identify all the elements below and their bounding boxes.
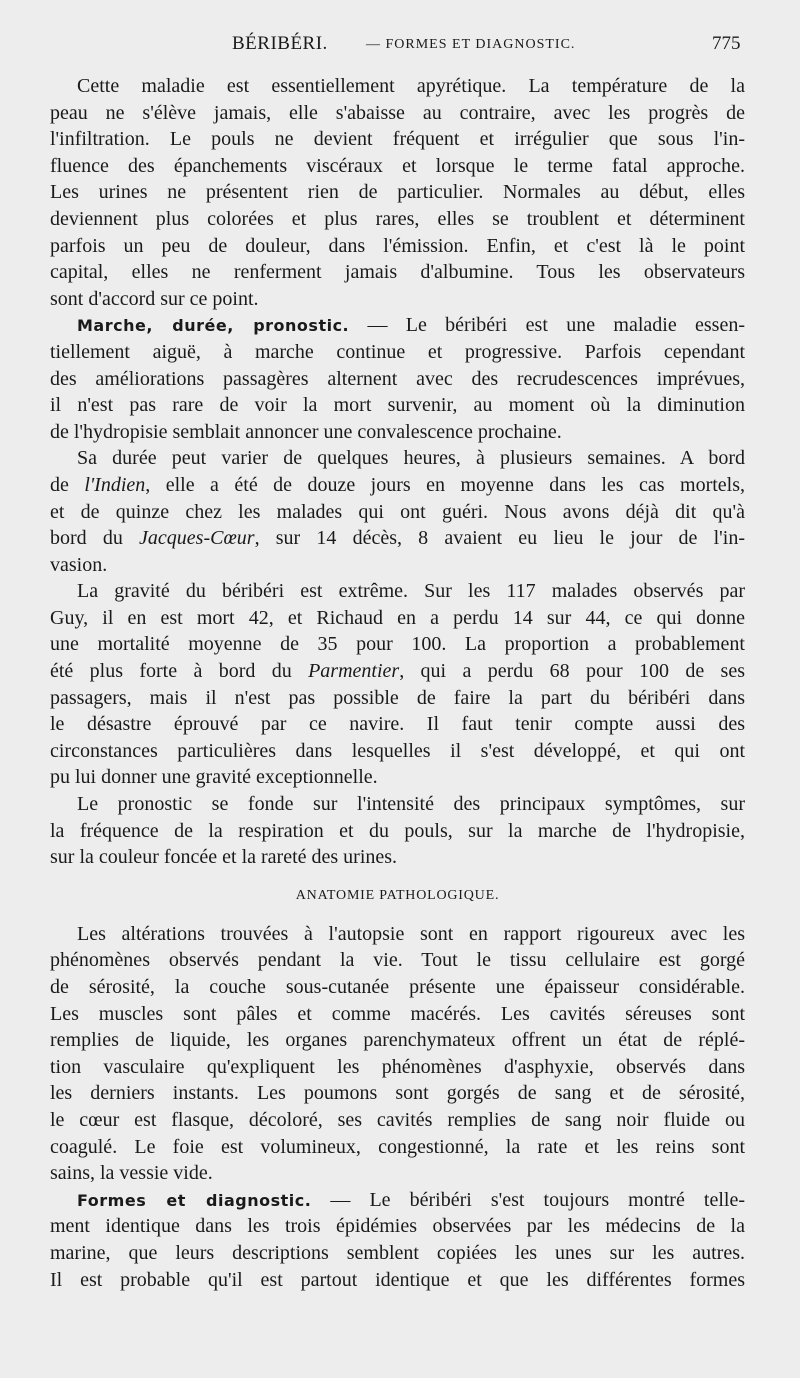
text-line bbox=[50, 1027, 745, 1054]
paragraph-lead: Formes et diagnostic. bbox=[77, 1190, 312, 1210]
line-text: deviennent plus colorées et plus rares, elles se troublent et déterminent bbox=[50, 207, 745, 230]
text-line bbox=[50, 1054, 745, 1081]
text-line bbox=[50, 419, 745, 446]
line-text: sont d'accord sur ce point. bbox=[50, 287, 259, 310]
text-line bbox=[50, 339, 745, 366]
line-text: parfois un peu de douleur, dans l'émission. Enfin, et c'est là le point bbox=[50, 234, 745, 257]
line-text: des améliorations passagères alternent avec des recrudescences imprévues, bbox=[50, 367, 745, 390]
line-text: Guy, il en est mort 42, et Richaud en a perdu 14 sur 44, ce qui donne bbox=[50, 606, 745, 629]
line-text: les derniers instants. Les poumons sont gorgés de sang et de sérosité, bbox=[50, 1082, 745, 1105]
line-prefix: été plus forte à bord du bbox=[50, 660, 309, 683]
text-line bbox=[50, 1001, 745, 1028]
text-line bbox=[50, 1107, 745, 1134]
text-line bbox=[50, 1213, 745, 1240]
text-line bbox=[50, 974, 745, 1001]
paragraph-lead: Marche, durée, pronostic. bbox=[77, 316, 350, 336]
page-number: 775 bbox=[712, 33, 741, 54]
text-line bbox=[50, 791, 745, 818]
text-line bbox=[50, 1134, 745, 1161]
line-text: Les urines ne présentent rien de particulier. Normales au début, elles bbox=[50, 181, 745, 204]
line-text: et de quinze chez les malades qui ont guéri. Nous avons déjà dit qu'à bbox=[50, 500, 745, 523]
line-text: La gravité du béribéri est extrême. Sur les 117 malades observés par bbox=[77, 580, 745, 603]
line-text: la fréquence de la respiration et du pouls, sur la marche de l'hydropisie, bbox=[50, 819, 745, 842]
text-line bbox=[50, 552, 745, 579]
line-text: le désastre éprouvé par ce navire. Il faut tenir compte aussi des bbox=[50, 713, 745, 736]
line-text: Les muscles sont pâles et comme macérés. Les cavités séreuses sont bbox=[50, 1002, 745, 1025]
text-line bbox=[50, 818, 745, 845]
line-prefix: bord du bbox=[50, 527, 140, 550]
line-text: passagers, mais il n'est pas possible de faire la part du béribéri dans bbox=[50, 686, 745, 709]
line-text: fluence des épanchements viscéraux et lorsque le terme fatal approche. bbox=[50, 154, 745, 177]
line-text: le cœur est flasque, décoloré, ses cavités remplies de sang noir fluide ou bbox=[50, 1108, 745, 1131]
line-text: marine, que leurs descriptions semblent copiées les unes sur les autres. bbox=[50, 1241, 745, 1264]
text-line bbox=[50, 126, 745, 153]
text-line bbox=[50, 738, 745, 765]
text-line bbox=[50, 844, 745, 871]
line-text: de sérosité, la couche sous-cutanée présente une épaisseur considérable. bbox=[50, 976, 745, 998]
line-text: vasion. bbox=[50, 553, 108, 576]
line-text: ment identique dans les trois épidémies observées par les médecins de la bbox=[50, 1215, 745, 1238]
text-line bbox=[50, 631, 745, 658]
line-text: Le pronostic se fonde sur l'intensité des principaux symptômes, sur bbox=[77, 793, 745, 816]
text-line bbox=[50, 658, 745, 685]
line-text: sains, la vessie vide. bbox=[50, 1162, 213, 1185]
text-line bbox=[50, 685, 745, 712]
ship-name: Parmentier bbox=[308, 660, 400, 683]
line-text: tion vasculaire qu'expliquent les phénomènes d'asphyxie, observés dans bbox=[50, 1055, 745, 1078]
line-text: une mortalité moyenne de 35 pour 100. La proportion a probablement bbox=[50, 633, 745, 656]
line-text: l'infiltration. Le pouls ne devient fréquent et irrégulier que sous l'in- bbox=[50, 128, 745, 151]
line-text: Il est probable qu'il est partout identique et que les différentes formes bbox=[50, 1268, 745, 1291]
text-line bbox=[50, 1240, 745, 1267]
text-line bbox=[50, 1160, 745, 1187]
text-line bbox=[50, 472, 745, 499]
line-text: , qui a perdu 68 pour 100 de ses bbox=[399, 660, 745, 683]
line-text: il n'est pas rare de voir la mort survenir, au moment où la diminution bbox=[50, 394, 745, 417]
text-line bbox=[50, 605, 745, 632]
running-subtitle: — FORMES ET DIAGNOSTIC. bbox=[366, 37, 576, 52]
line-prefix: de bbox=[50, 473, 85, 496]
line-text: tiellement aiguë, à marche continue et progressive. Parfois cependant bbox=[50, 340, 745, 363]
text-line bbox=[50, 711, 745, 738]
text-line bbox=[50, 947, 745, 974]
text-line bbox=[50, 366, 745, 393]
text-line bbox=[50, 100, 745, 127]
line-text: — Le béribéri est une maladie essen- bbox=[349, 314, 745, 337]
text-line bbox=[50, 764, 745, 791]
line-text: remplies de liquide, les organes parenchymateux offrent un état de réplé- bbox=[50, 1029, 745, 1052]
text-line bbox=[50, 578, 745, 605]
line-text: , elle a été de douze jours en moyenne dans les cas mortels, bbox=[145, 473, 745, 496]
section-heading: ANATOMIE PATHOLOGIQUE. bbox=[295, 887, 500, 903]
text-line bbox=[50, 73, 745, 100]
text-line bbox=[50, 1187, 745, 1214]
line-text: Sa durée peut varier de quelques heures, à plusieurs semaines. A bord bbox=[77, 447, 745, 470]
line-text: Les altérations trouvées à l'autopsie sont en rapport rigoureux avec les bbox=[77, 922, 745, 945]
line-text: de l'hydropisie semblait annoncer une convalescence prochaine. bbox=[50, 420, 562, 443]
line-text: capital, elles ne renferment jamais d'albumine. Tous les observateurs bbox=[50, 261, 745, 284]
text-line bbox=[50, 499, 745, 526]
line-text: — Le béribéri s'est toujours montré telle- bbox=[311, 1188, 745, 1211]
text-line bbox=[50, 233, 745, 260]
ship-name: l'Indien bbox=[84, 473, 146, 496]
line-text: coagulé. Le foie est volumineux, congestionné, la rate et les reins sont bbox=[50, 1135, 745, 1158]
text-line bbox=[50, 259, 745, 286]
text-line bbox=[50, 206, 745, 233]
text-line bbox=[50, 392, 745, 419]
line-text: pu lui donner une gravité exceptionnelle. bbox=[50, 766, 378, 789]
text-line bbox=[50, 312, 745, 339]
line-text: circonstances particulières dans lesquelles il s'est développé, et qui ont bbox=[50, 739, 745, 762]
line-text: , sur 14 décès, 8 avaient eu lieu le jour de l'in- bbox=[254, 527, 745, 550]
text-line bbox=[50, 921, 745, 948]
text-line bbox=[50, 286, 745, 313]
text-line bbox=[50, 179, 745, 206]
text-line bbox=[50, 525, 745, 552]
line-text: peau ne s'élève jamais, elle s'abaisse au contraire, avec les progrès de bbox=[50, 101, 745, 124]
page-body-text bbox=[50, 73, 745, 1293]
line-text: sur la couleur foncée et la rareté des urines. bbox=[50, 846, 398, 869]
ship-name: Jacques-Cœur bbox=[139, 527, 255, 550]
text-line bbox=[50, 1267, 745, 1294]
line-text: phénomènes observés pendant la vie. Tout le tissu cellulaire est gorgé bbox=[50, 949, 745, 972]
line-text: Cette maladie est essentiellement apyrétique. La température de la bbox=[77, 75, 745, 97]
text-line bbox=[50, 153, 745, 180]
text-line bbox=[50, 1080, 745, 1107]
text-line bbox=[50, 445, 745, 472]
running-title: BÉRIBÉRI. bbox=[232, 33, 328, 54]
running-header bbox=[0, 33, 800, 63]
